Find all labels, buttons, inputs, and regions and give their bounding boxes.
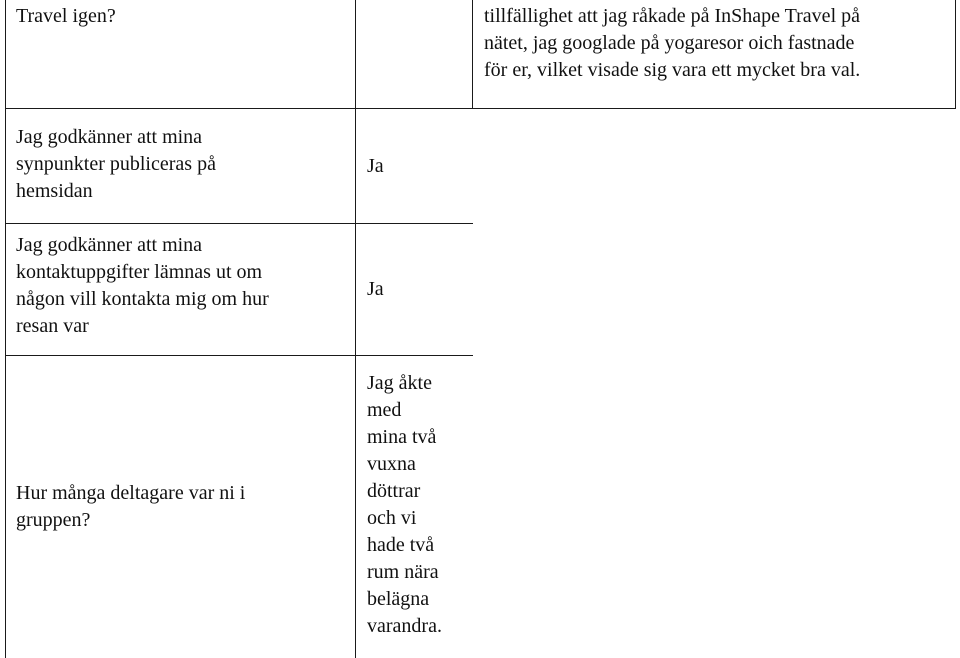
table-row-answer-publish-consent: Ja xyxy=(367,154,384,177)
table-border-left xyxy=(5,0,6,658)
column-divider-1 xyxy=(355,0,356,658)
table-row-answer-contact-consent: Ja xyxy=(367,278,384,300)
table-row-question-publish-consent: Jag godkänner att mina synpunkter publiceras på hemsidan xyxy=(16,126,216,202)
table-row-question-group-size: Hur många deltagare var ni i gruppen? xyxy=(16,482,246,531)
table-row-question-travel-again: Travel igen? xyxy=(16,5,116,27)
row-divider-1 xyxy=(5,108,956,109)
table-row-answer-group-size: Jag åkte med mina två vuxna döttrar och vi hade två rum nära belägna varandra. xyxy=(367,372,442,637)
table-row-comment-how-found: tillfällighet att jag råkade på InShape Travel på nätet, jag googlade på yogaresor oich fastnade för er, vilket visade sig vara ett mycket bra val. xyxy=(484,5,861,81)
table-row-question-contact-consent: Jag godkänner att mina kontaktuppgifter lämnas ut om någon vill kontakta mig om hur resan var xyxy=(16,234,269,337)
table-border-right xyxy=(955,0,956,108)
column-divider-2 xyxy=(472,0,473,108)
row-divider-2 xyxy=(5,223,473,224)
